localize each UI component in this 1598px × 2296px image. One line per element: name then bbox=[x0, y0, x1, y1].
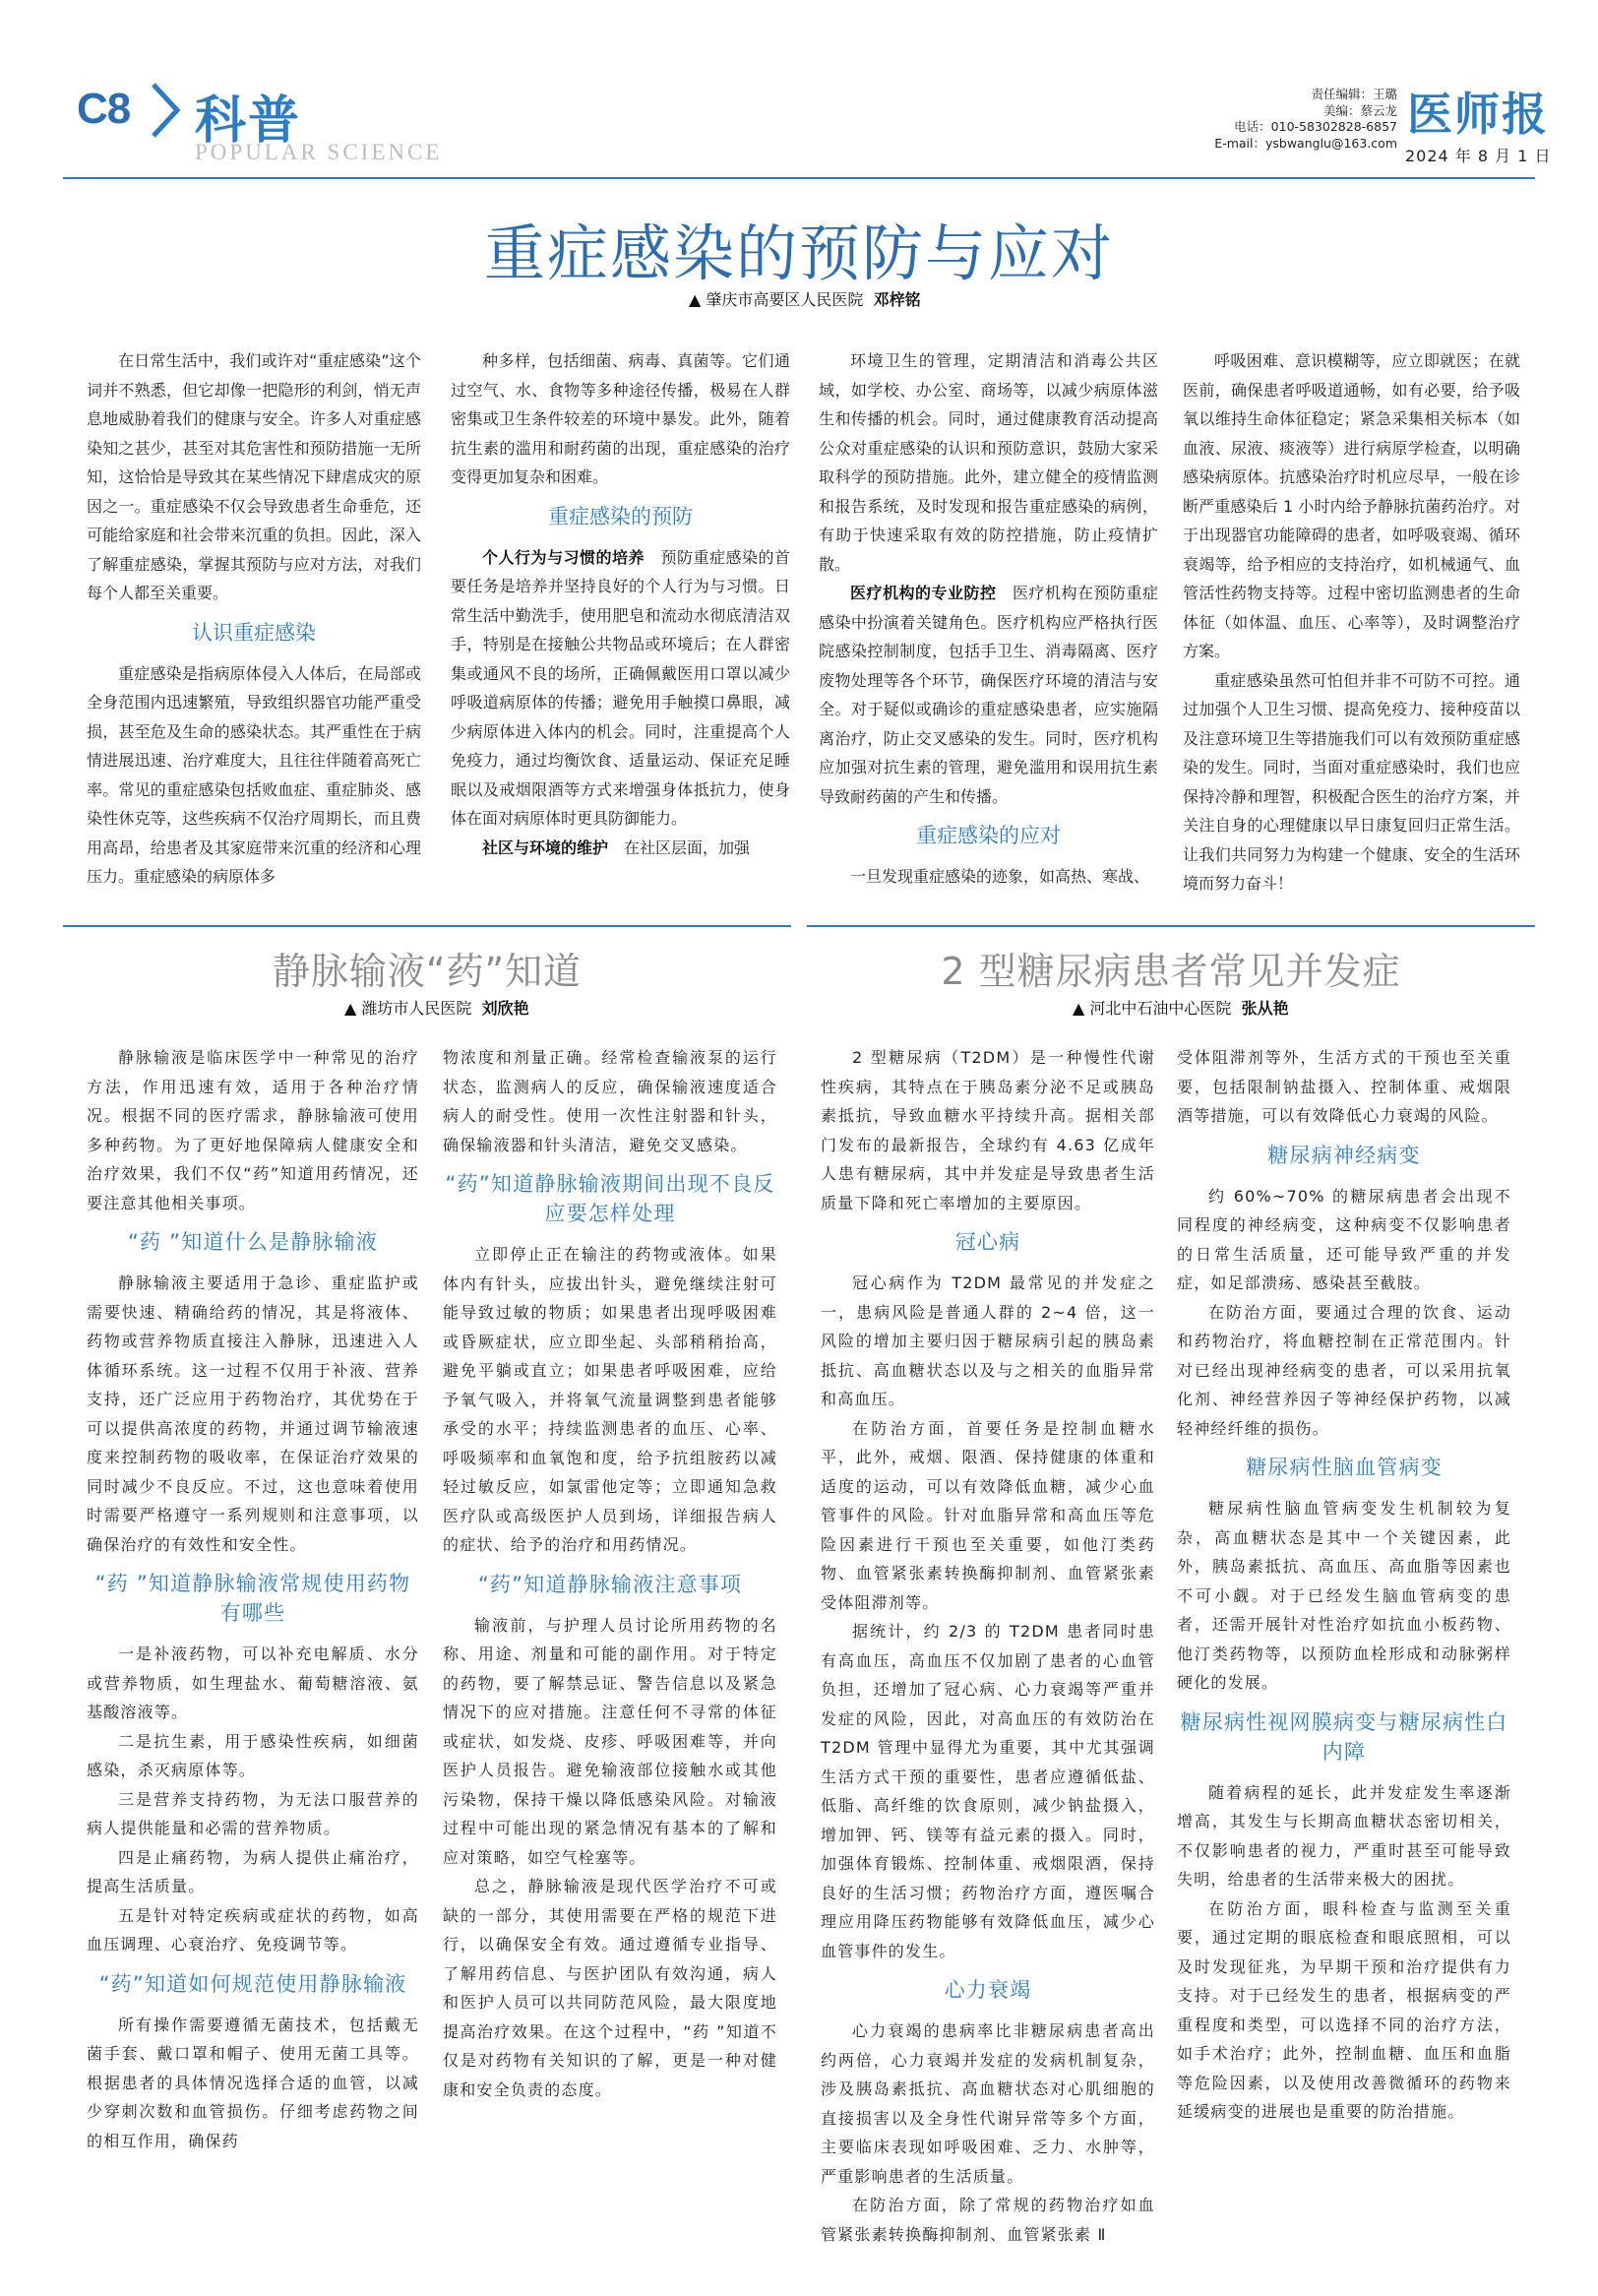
paragraph: 五是针对特定疾病或症状的药物，如高血压调理、心衰治疗、免疫调节等。 bbox=[87, 1905, 419, 1954]
paragraph: 立即停止正在输注的药物或液体。如果体内有针头，应拔出针头，避免继续注射可能导致过敏的物质；如果患者出现呼吸困难或昏厥症状，应立即坐起、头部稍稍抬高，避免平躺或直立；如果患者呼吸困难，应给予氧气吸入，并将氧气流量调整到患者能够承受的水平；持续监测患者的血压、心率、呼吸频率和血氧饱和度，给予抗组胺药以减轻过敏反应，如氯雷他定等；立即通知急救医疗队或高级医护人员到场，详细报告病人的症状、给予的治疗和用药情况。 bbox=[443, 1245, 777, 1554]
byline-org: ▲ 肇庆市高要区人民医院 bbox=[689, 290, 864, 309]
email-line: E-mail：ysbwanglu@163.com bbox=[1214, 135, 1397, 151]
section-title: 科普 bbox=[195, 92, 302, 151]
byline-org: ▲ 潍坊市人民医院 bbox=[344, 999, 472, 1018]
paragraph: 随着病程的延长，此并发症发生率逐渐增高，其发生与长期高血糖状态密切相关，不仅影响患者的视力，严重时甚至可能导致失明，给患者的生活带来极大的困扰。 bbox=[1177, 1782, 1511, 1889]
paragraph: 在防治方面，眼科检查与监测至关重要，通过定期的眼底检查和眼底照相，可以及时发现征兆，为早期干预和治疗提供有力支持。对于已经发生的患者，根据病变的严重程度和类型，可以选择不同的治疗方法，如手术治疗；此外，控制血糖、血压和血脂等危险因素，以及使用改善微循环的药物来延缓病变的进展也是重要的防治措施。 bbox=[1177, 1898, 1511, 2121]
header-divider bbox=[63, 177, 1535, 179]
paragraph: 静脉输液是临床医学中一种常见的治疗方法，作用迅速有效，适用于各种治疗情况。根据不同的医疗需求，静脉输液可使用多种药物。为了更好地保障病人健康安全和治疗效果，我们不仅“药”知道用药情况，还要注意其他相关事项。 bbox=[87, 1048, 419, 1212]
paragraph: 重症感染是指病原体侵入人体后，在局部或全身范围内迅速繁殖，导致组织器官功能严重受损，甚至危及生命的感染状态。其严重性在于病情进展迅速、治疗难度大，且往往伴随着高死亡率。常见的重症感染包括败血症、重症肺炎、感染性休克等，这些疾病不仅治疗周期长，而且费用高昂，给患者及其家庭带来沉重的经济和心理压力。重症感染的病原体多 bbox=[87, 663, 421, 886]
paragraph bbox=[451, 834, 790, 863]
subheading: “药”知道如何规范使用静脉输液 bbox=[98, 1971, 407, 1996]
paragraph: 在防治方面，要通过合理的饮食、运动和药物治疗，将血糖控制在正常范围内。针对已经出现神经病变的患者，可以采用抗氧化剂、神经营养因子等神经保护药物，以减轻神经纤维的损伤。 bbox=[1177, 1302, 1511, 1438]
byline-org: ▲ 河北中石油中心医院 bbox=[1073, 999, 1232, 1018]
subheading: “药 ”知道静脉输液常规使用药物有哪些 bbox=[94, 1572, 411, 1625]
section-divider bbox=[63, 925, 791, 927]
article-title: 2 型糖尿病患者常见并发症 bbox=[941, 950, 1401, 993]
section-divider bbox=[807, 925, 1535, 927]
article-byline bbox=[689, 287, 921, 310]
paragraph: 二是抗生素，用于感染性疾病，如细菌感染，杀灭病原体等。 bbox=[87, 1731, 419, 1779]
paper-logo: 医师报 bbox=[1407, 88, 1549, 141]
paragraph-body: 在社区层面，加强 bbox=[624, 838, 751, 857]
subheading: 糖尿病性视网膜病变与糖尿病性白内障 bbox=[1180, 1709, 1508, 1764]
subheading: 糖尿病性脑血管病变 bbox=[1246, 1456, 1443, 1479]
subheading: “药 ”知道什么是静脉输液 bbox=[127, 1230, 379, 1254]
subheading: 冠心病 bbox=[954, 1230, 1021, 1254]
paragraph-body: 预防重症感染的首要任务是培养并坚持良好的个人行为与习惯。日常生活中勤洗手，使用肥皂和流动水彻底清洁双手，特别是在接触公共物品或环境后；在人群密集或通风不良的场所，正确佩戴医用口罩以减少呼吸道病原体的传播；避免用手触摸口鼻眼，减少病原体进入体内的机会。同时，注重提高个人免疫力，通过均衡饮食、适量运动、保证充足睡眠以及戒烟限酒等方式来增强身体抵抗力，使身体在面对病原体时更具防御能力。 bbox=[451, 547, 790, 828]
phone-line: 电话：010-58302828-6857 bbox=[1234, 119, 1397, 134]
article-column bbox=[443, 1043, 777, 2252]
paragraph: 一旦发现重症感染的迹象，如高热、寒战、 bbox=[850, 867, 1150, 886]
article-title: 重症感染的预防与应对 bbox=[483, 217, 1114, 289]
article-column bbox=[451, 346, 790, 917]
article-column bbox=[1177, 1043, 1511, 2252]
subheading: 糖尿病神经病变 bbox=[1267, 1143, 1421, 1167]
paragraph bbox=[819, 579, 1158, 811]
paragraph: 在日常生活中，我们或许对“重症感染”这个词并不熟悉，但它却像一把隐形的利剑，悄无声息地威胁着我们的健康与安全。许多人对重症感染知之甚少，甚至对其危害性和预防措施一无所知，这恰恰是导致其在某些情况下肆虐成灾的原因之一。重症感染不仅会导致患者生命垂危，还可能给家庭和社会带来沉重的负担。因此，深入了解重症感染，掌握其预防与应对方法，对我们每个人都至关重要。 bbox=[87, 351, 421, 602]
subheading: 重症感染的应对 bbox=[916, 824, 1061, 847]
article-byline bbox=[344, 996, 529, 1019]
paragraph: 静脉输液主要适用于急诊、重症监护或需要快速、精确给药的情况，其是将液体、药物或营养物质直接注入静脉，迅速进入人体循环系统。这一过程不仅用于补液、营养支持，还广泛应用于药物治疗，其优势在于可以提供高浓度的药物，并通过调节输液速度来控制药物的吸收率，在保证治疗效果的同时减少不良反应。不过，这也意味着使用时需要严格遵守一系列规则和注意事项，以确保治疗的有效性和安全性。 bbox=[87, 1273, 419, 1554]
article-column bbox=[819, 346, 1158, 917]
article-column bbox=[87, 346, 421, 917]
paragraph: 据统计，约 2/3 的 T2DM 患者同时患有高血压，高血压不仅加剧了患者的心血管负担，还增加了冠心病、心力衰竭等严重并发症的风险，因此，对高血压的有效防治在 T2DM 管理中显得尤为重要，其中尤其强调生活方式干预的重要性，患者应遵循低盐、低脂、高纤维的饮食原则，减少钠盐摄入，增加钾、钙、镁等有益元素的摄入。同时，加强体育锻炼、控制体重、戒烟限酒，保持良好的生活习惯；药物治疗方面，遵医嘱合理应用降压药物能够有效降低血压，减少心血管事件的发生。 bbox=[821, 1622, 1155, 1960]
paragraph-body: 医疗机构在预防重症感染中扮演着关键角色。医疗机构应严格执行医院感染控制制度，包括手卫生、消毒隔离、医疗废物处理等各个环节，确保医疗环境的清洁与安全。对于疑似或确诊的重症感染患者，应实施隔离治疗，防止交叉感染的发生。同时，医疗机构应加强对抗生素的管理，避免滥用和误用抗生素导致耐药菌的产生和传播。 bbox=[819, 584, 1158, 806]
subheading: 认识重症感染 bbox=[192, 620, 316, 645]
paragraph bbox=[451, 543, 790, 834]
subheading: 重症感染的预防 bbox=[548, 504, 693, 528]
paragraph: 所有操作需要遵循无菌技术，包括戴无菌手套、戴口罩和帽子、使用无菌工具等。根据患者的具体情况选择合适的血管，以减少穿刺次数和血管损伤。仔细考虑药物之间的相互作用，确保药 bbox=[87, 2015, 419, 2150]
paragraph: 约 60%~70% 的糖尿病患者会出现不同程度的神经病变，这种病变不仅影响患者的日常生活质量，还可能导致严重的并发症，如足部溃疡、感染甚至截肢。 bbox=[1177, 1186, 1511, 1292]
paragraph: 在防治方面，首要任务是控制血糖水平，此外，戒烟、限酒、保持健康的体重和适度的运动，可以有效降低血糖，减少心血管事件的风险。针对血脂异常和高血压等危险因素进行干预也至关重要，如他汀类药物、血管紧张素转换酶抑制剂、血管紧张素受体阻滞剂等。 bbox=[821, 1418, 1155, 1612]
article-byline bbox=[1073, 996, 1289, 1019]
paragraph: 种多样，包括细菌、病毒、真菌等。它们通过空气、水、食物等多种途径传播，极易在人群密集或卫生条件较差的环境中暴发。此外，随着抗生素的滥用和耐药菌的出现，重症感染的治疗变得更加复杂和困难。 bbox=[451, 351, 790, 486]
byline-author: 邓梓铭 bbox=[873, 290, 921, 309]
paragraph: 2 型糖尿病（T2DM）是一种慢性代谢性疾病，其特点在于胰岛素分泌不足或胰岛素抵抗，导致血糖水平持续升高。据相关部门发布的最新报告，全球约有 4.63 亿成年人患有糖尿病，其中并发症是导致患者生活质量下降和死亡率增加的主要原因。 bbox=[821, 1048, 1155, 1212]
paragraph-lead: 社区与环境的维护 bbox=[482, 838, 609, 857]
paragraph: 受体阻滞剂等外，生活方式的干预也至关重要，包括限制钠盐摄入、控制体重、戒烟限酒等措施，可以有效降低心力衰竭的风险。 bbox=[1177, 1048, 1511, 1125]
paragraph: 三是营养支持药物，为无法口服营养的病人提供能量和必需的营养物质。 bbox=[87, 1789, 419, 1837]
designer-line: 美编：蔡云龙 bbox=[1322, 102, 1397, 118]
paragraph: 四是止痛药物，为病人提供止痛治疗，提高生活质量。 bbox=[87, 1847, 419, 1895]
paragraph: 输液前，与护理人员讨论所用药物的名称、用途、剂量和可能的副作用。对于特定的药物，要了解禁忌证、警告信息以及紧急情况下的应对措施。注意任何不寻常的体征或症状，如发烧、皮疹、呼吸困难等，并向医护人员报告。避免输液部位接触水或其他污染物，保持干燥以降低感染风险。对输液过程中可能出现的紧急情况有基本的了解和应对策略，如空气栓塞等。 bbox=[443, 1615, 777, 1867]
article-title: 静脉输液“药”知道 bbox=[272, 950, 583, 993]
paragraph: 冠心病作为 T2DM 最常见的并发症之一，患病风险是普通人群的 2~4 倍，这一风险的增加主要归因于糖尿病引起的胰岛素抵抗、高血糖状态以及与之相关的血脂异常和高血压。 bbox=[821, 1273, 1155, 1408]
byline-author: 刘欣艳 bbox=[481, 999, 529, 1018]
paper-date: 2024 年 8 月 1 日 bbox=[1405, 147, 1552, 165]
subheading: 心力衰竭 bbox=[944, 1978, 1032, 2002]
paragraph: 在防治方面，除了常规的药物治疗如血管紧张素转换酶抑制剂、血管紧张素 Ⅱ bbox=[821, 2196, 1155, 2244]
paragraph: 环境卫生的管理，定期清洁和消毒公共区域，如学校、办公室、商场等，以减少病原体滋生和传播的机会。同时，通过健康教育活动提高公众对重症感染的认识和预防意识，鼓励大家采取科学的预防措施。此外，建立健全的疫情监测和报告系统，及时发现和报告重症感染的病例，有助于快速采取有效的防控措施，防止疫情扩散。 bbox=[819, 351, 1158, 574]
subheading: “药”知道静脉输液期间出现不良反应要怎样处理 bbox=[445, 1172, 775, 1225]
page-number: C8 bbox=[77, 85, 131, 133]
subheading: “药”知道静脉输液注意事项 bbox=[477, 1572, 743, 1596]
paragraph: 总之，静脉输液是现代医学治疗不可或缺的一部分，其使用需要在严格的规范下进行，以确保安全有效。通过遵循专业指导、了解用药信息、与医护团队有效沟通，病人和医护人员可以共同防范风险，最大限度地提高治疗效果。在这个过程中，“药 ”知道不仅是对药物有关知识的了解，更是一种对健康和安全负责的态度。 bbox=[443, 1877, 777, 2099]
paragraph: 重症感染虽然可怕但并非不可防不可控。通过加强个人卫生习惯、提高免疫力、接种疫苗以及注意环境卫生等措施我们可以有效预防重症感染的发生。同时，当面对重症感染时，我们也应保持冷静和理智，积极配合医生的治疗方案，并关注自身的心理健康以早日康复回归正常生活。让我们共同努力为构建一个健康、安全的生活环境而努力奋斗！ bbox=[1183, 670, 1520, 893]
paragraph: 呼吸困难、意识模糊等，应立即就医；在就医前，确保患者呼吸道通畅，如有必要，给予吸氧以维持生命体征稳定；紧急采集相关标本（如血液、尿液、痰液等）进行病原学检查，以明确感染病原体。抗感染治疗时机应尽早，一般在诊断严重感染后 1 小时内给予静脉抗菌药治疗。对于出现器官功能障碍的患者，如呼吸衰竭、循环衰竭等，给予相应的支持治疗，如机械通气、血管活性药物支持等。过程中密切监测患者的生命体征（如体温、血压、心率等），及时调整治疗方案。 bbox=[1183, 351, 1520, 660]
section-subtitle: POPULAR SCIENCE bbox=[195, 140, 443, 164]
paragraph-lead: 个人行为与习惯的培养 bbox=[482, 547, 645, 567]
article-column bbox=[1183, 346, 1520, 917]
paragraph: 心力衰竭的患病率比非糖尿病患者高出约两倍，心力衰竭并发症的发病机制复杂，涉及胰岛素抵抗、高血糖状态对心肌细胞的直接损害以及全身性代谢异常等多个方面，主要临床表现如呼吸困难、乏力、水肿等，严重影响患者的生活质量。 bbox=[821, 2021, 1155, 2186]
article-column bbox=[87, 1043, 419, 2252]
paragraph: 物浓度和剂量正确。经常检查输液泵的运行状态，监测病人的反应，确保输液速度适合病人的耐受性。使用一次性注射器和针头，确保输液器和针头清洁，避免交叉感染。 bbox=[443, 1048, 777, 1154]
paragraph-lead: 医疗机构的专业防控 bbox=[850, 584, 997, 602]
chevron-icon bbox=[148, 81, 187, 140]
paragraph: 糖尿病性脑血管病变发生机制较为复杂，高血糖状态是其中一个关键因素，此外，胰岛素抵抗、高血压、高血脂等因素也不可小觑。对于已经发生脑血管病变的患者，还需开展针对性治疗如抗血小板药物、他汀类药物等，以预防血栓形成和动脉粥样硬化的发展。 bbox=[1177, 1499, 1511, 1692]
byline-author: 张从艳 bbox=[1241, 999, 1289, 1018]
paragraph: 一是补液药物，可以补充电解质、水分或营养物质，如生理盐水、葡萄糖溶液、氨基酸溶液等。 bbox=[87, 1644, 419, 1721]
editor-line: 责任编辑：王璐 bbox=[1311, 87, 1397, 101]
article-column bbox=[821, 1043, 1155, 2252]
editor-info bbox=[1181, 87, 1397, 152]
